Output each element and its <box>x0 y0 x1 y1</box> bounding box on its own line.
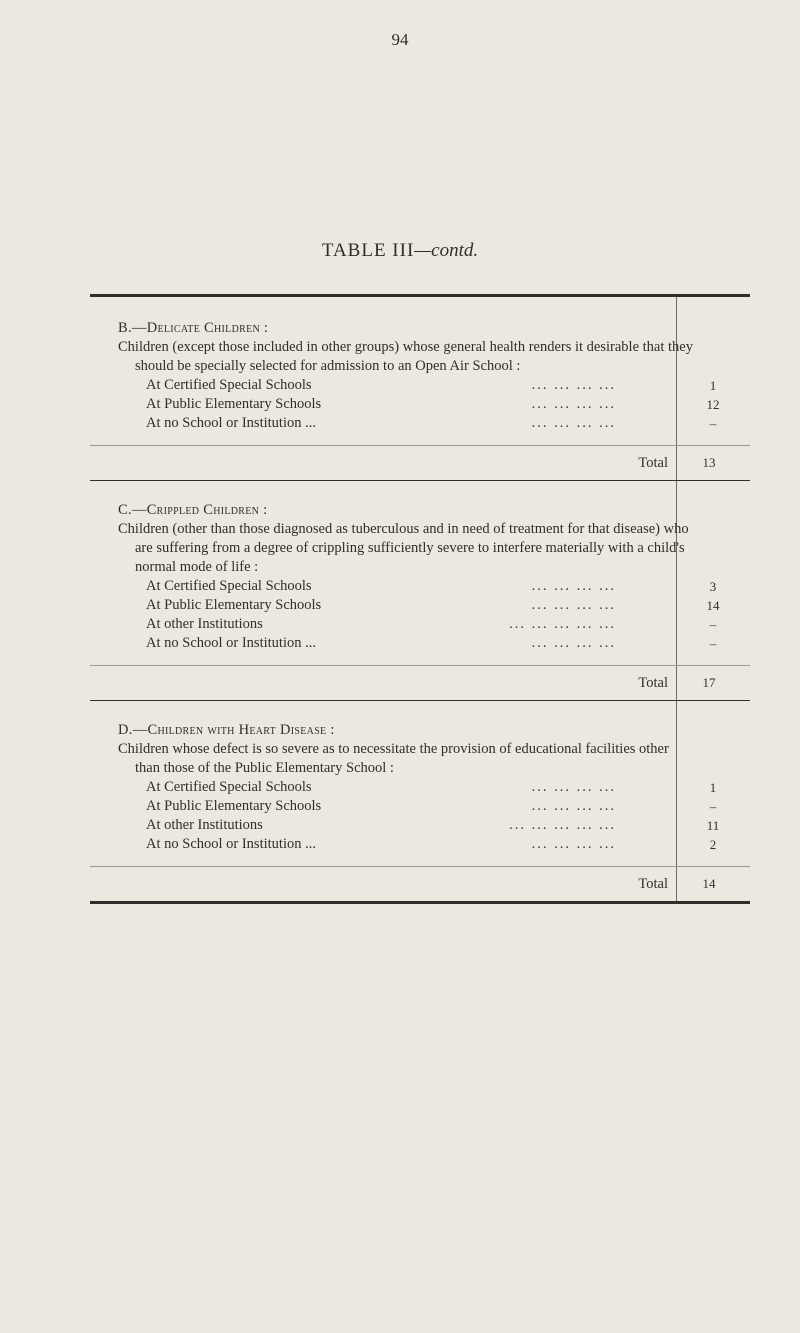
row-label: At no School or Institution ... <box>146 415 316 431</box>
total-row <box>90 445 750 480</box>
section-heading: B.—Delicate Children : <box>118 320 269 336</box>
section-delicate-children <box>90 297 750 480</box>
row-value: – <box>709 799 717 814</box>
leader-dots: ... ... ... ... ... <box>509 616 616 632</box>
total-row <box>90 866 750 901</box>
row-value: 11 <box>706 818 720 833</box>
total-label: Total <box>638 876 668 892</box>
leader-dots: ... ... ... ... <box>531 635 616 651</box>
row-label: At Certified Special Schools <box>146 578 312 594</box>
table-row <box>90 778 750 797</box>
row-value: 3 <box>709 579 717 594</box>
leader-dots: ... ... ... ... <box>531 377 616 393</box>
row-value: 12 <box>706 397 720 412</box>
section-description: Children whose defect is so severe as to necessitate the provision of educational facilities other than those of the Public Elementary School : <box>118 741 669 776</box>
table-row <box>90 596 750 615</box>
leader-dots: ... ... ... ... <box>531 779 616 795</box>
table-row <box>90 797 750 816</box>
leader-dots: ... ... ... ... <box>531 836 616 852</box>
row-label: At Certified Special Schools <box>146 377 312 393</box>
row-value: 1 <box>709 780 717 795</box>
total-value: 13 <box>702 455 716 470</box>
table-row <box>90 414 750 433</box>
row-label: At no School or Institution ... <box>146 836 316 852</box>
section-heading: D.—Children with Heart Disease : <box>118 722 335 738</box>
section-heart-disease-children <box>90 700 750 901</box>
total-value: 17 <box>702 675 716 690</box>
section-heading: C.—Crippled Children : <box>118 502 268 518</box>
row-value: – <box>709 636 717 651</box>
table-title-suffix: —contd. <box>414 240 479 261</box>
row-label: At Certified Special Schools <box>146 779 312 795</box>
row-value: – <box>709 617 717 632</box>
table-row <box>90 395 750 414</box>
row-label: At Public Elementary Schools <box>146 798 322 814</box>
table-title <box>0 240 800 262</box>
row-value: 14 <box>706 598 720 613</box>
leader-dots: ... ... ... ... <box>531 597 616 613</box>
table-row <box>90 376 750 395</box>
leader-dots: ... ... ... ... <box>531 415 616 431</box>
row-value: 1 <box>709 378 717 393</box>
section-description: Children (other than those diagnosed as tuberculous and in need of treatment for that disease) who are suffering from a degree of crippling sufficiently severe to interfere materially with a child's normal mode of life : <box>118 521 689 575</box>
row-value: 2 <box>709 837 717 852</box>
row-label: At other Institutions <box>146 817 263 833</box>
table-title-main: TABLE III <box>321 240 415 261</box>
leader-dots: ... ... ... ... <box>531 396 616 412</box>
row-label: At Public Elementary Schools <box>146 597 322 613</box>
table-row <box>90 615 750 634</box>
leader-dots: ... ... ... ... ... <box>509 817 616 833</box>
table-row <box>90 835 750 854</box>
row-value: – <box>709 416 717 431</box>
page-number: 94 <box>391 30 409 49</box>
section-crippled-children <box>90 480 750 700</box>
row-label: At other Institutions <box>146 616 263 632</box>
table-row <box>90 634 750 653</box>
total-label: Total <box>638 675 668 691</box>
leader-dots: ... ... ... ... <box>531 578 616 594</box>
row-label: At no School or Institution ... <box>146 635 316 651</box>
table-row <box>90 816 750 835</box>
total-row <box>90 665 750 700</box>
statistics-table <box>90 294 750 904</box>
total-value: 14 <box>702 876 716 891</box>
section-description: Children (except those included in other groups) whose general health renders it desirable that they should be specially selected for admission to an Open Air School : <box>118 339 693 374</box>
table-row <box>90 577 750 596</box>
total-label: Total <box>638 455 668 471</box>
leader-dots: ... ... ... ... <box>531 798 616 814</box>
row-label: At Public Elementary Schools <box>146 396 322 412</box>
